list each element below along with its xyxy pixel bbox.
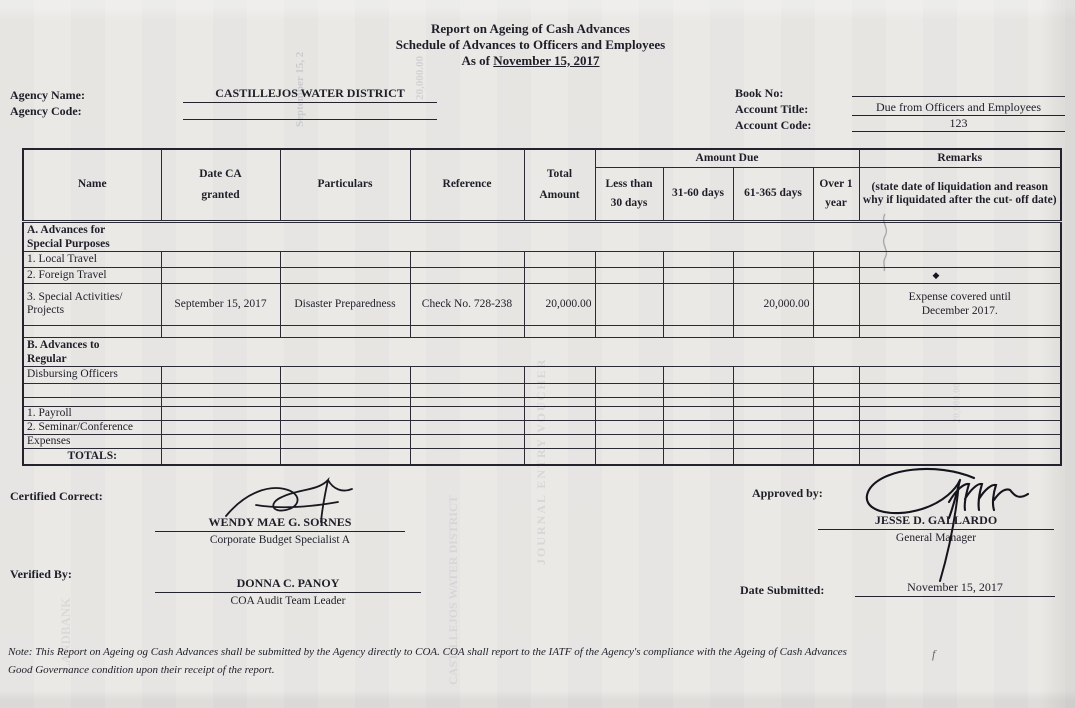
col-header-over1-line1: Over 1	[819, 177, 853, 190]
title-date: November 15, 2017	[493, 53, 600, 68]
col-header-total-line2: Amount	[539, 188, 580, 201]
report-title	[0, 21, 1061, 69]
col-header-name: Name	[23, 149, 161, 221]
section-row-b	[23, 337, 1061, 366]
col-header-date-ca	[161, 149, 280, 221]
cell-total-amount: 20,000.00	[524, 283, 595, 325]
cell-remarks-line2: December 2017.	[921, 305, 998, 317]
verified-by-label: Verified By:	[10, 567, 72, 581]
footer-note	[8, 644, 847, 679]
col-header-remarks: Remarks	[859, 149, 1061, 167]
row-label: Disbursing Officers	[23, 366, 161, 383]
agency-name-label: Agency Name:	[10, 88, 85, 102]
bleedthrough-text: 20,000.00	[414, 56, 426, 100]
approved-name: JESSE D. GALLARDO	[818, 513, 1054, 530]
col-header-31-60: 31-60 days	[663, 167, 733, 221]
account-title-value: Due from Officers and Employees	[852, 100, 1065, 116]
date-submitted-value: November 15, 2017	[855, 580, 1055, 597]
row-label: 1. Local Travel	[23, 251, 161, 267]
ageing-table	[22, 148, 1062, 466]
col-header-lt30-line1: Less than	[605, 177, 653, 190]
section-b-label	[23, 337, 1061, 366]
account-code-label: Account Code:	[735, 118, 812, 132]
col-header-over-1-year	[813, 167, 859, 221]
title-line-1: Report on Ageing of Cash Advances	[431, 21, 630, 36]
col-header-date-ca-line2: granted	[201, 188, 240, 201]
row-special-activities	[23, 283, 1061, 325]
col-header-lt30-line2: 30 days	[610, 196, 648, 209]
account-code-value: 123	[852, 116, 1065, 132]
section-b-line1: B. Advances to	[27, 338, 100, 351]
agency-code-label: Agency Code:	[10, 104, 82, 118]
row-label: Expenses	[23, 434, 161, 448]
row-seminar-conference	[23, 420, 1061, 434]
col-header-remarks-note: (state date of liquidation and reason why if liquidated after the cut- off date)	[859, 167, 1061, 221]
col-header-less-than-30	[595, 167, 663, 221]
certified-correct-label: Certified Correct:	[10, 489, 103, 503]
verified-title: COA Audit Team Leader	[230, 595, 346, 607]
row-local-travel	[23, 251, 1061, 267]
cell-reference: Check No. 728-238	[410, 283, 524, 325]
row-totals	[23, 448, 1061, 465]
date-submitted-label: Date Submitted:	[740, 583, 825, 597]
col-header-particulars: Particulars	[280, 149, 410, 221]
row-foreign-travel	[23, 267, 1061, 283]
title-line-3	[0, 53, 1061, 69]
row-payroll	[23, 406, 1061, 420]
agency-name-value: CASTILLEJOS WATER DISTRICT	[183, 86, 437, 103]
section-b-line2: Regular	[27, 352, 67, 365]
empty-row	[23, 325, 1061, 337]
row-label: 1. Payroll	[23, 406, 161, 420]
totals-label: TOTALS:	[23, 448, 161, 465]
footer-note-line2: Good Governance condition upon their receipt of the report.	[8, 663, 275, 676]
col-header-over1-line2: year	[825, 196, 847, 209]
book-no-label: Book No:	[735, 86, 784, 100]
agency-code-value	[183, 103, 437, 120]
row-label: 2. Foreign Travel	[23, 267, 161, 283]
footer-note-line1: Note: This Report on Ageing og Cash Advances shall be submitted by the Agency directly to COA. COA shall report to the IATF of the Agency's compliance with the Ageing of Cash Advances	[8, 646, 847, 658]
empty-row	[23, 383, 1061, 397]
section-a-label	[23, 221, 1061, 251]
approved-by-label: Approved by:	[752, 486, 823, 500]
col-header-61-365: 61-365 days	[733, 167, 813, 221]
title-as-of: As of	[461, 53, 494, 68]
col-header-date-ca-line1: Date CA	[199, 167, 242, 180]
section-row-a	[23, 221, 1061, 251]
row-label	[23, 283, 161, 325]
empty-row	[23, 397, 1061, 406]
cell-due-61-365: 20,000.00	[733, 283, 813, 325]
row-label-line2: Projects	[27, 304, 65, 316]
pen-mark: ◆	[932, 270, 940, 280]
bleedthrough-text: CASTILLEJOS WATER DISTRICT	[446, 495, 460, 685]
row-label-line1: 3. Special Activities/	[27, 291, 123, 303]
verified-name: DONNA C. PANOY	[155, 576, 421, 593]
row-label: 2. Seminar/Conference	[23, 420, 161, 434]
certified-name: WENDY MAE G. SORNES	[155, 515, 405, 532]
cell-particulars: Disaster Preparedness	[280, 283, 410, 325]
col-header-total-line1: Total	[546, 167, 573, 180]
pen-mark: f	[932, 647, 936, 661]
approved-title: General Manager	[895, 532, 977, 544]
row-expenses	[23, 434, 1061, 448]
section-a-line1: A. Advances for	[27, 223, 106, 236]
cell-date-granted: September 15, 2017	[161, 283, 280, 325]
bleedthrough-text: 20,000.00	[952, 383, 963, 423]
certified-title: Corporate Budget Specialist A	[209, 534, 351, 546]
bleedthrough-text: September 15, 2	[294, 51, 306, 127]
book-no-value	[852, 82, 1065, 97]
row-disbursing-officers	[23, 366, 1061, 383]
section-a-line2: Special Purposes	[27, 237, 110, 250]
cell-remarks	[859, 283, 1061, 325]
title-line-2: Schedule of Advances to Officers and Employees	[395, 37, 666, 52]
bleedthrough-text: LANDBANK	[58, 597, 73, 672]
col-header-amount-due: Amount Due	[595, 149, 859, 167]
cell-remarks-line1: Expense covered until	[908, 291, 1011, 303]
col-header-reference: Reference	[410, 149, 524, 221]
account-title-label: Account Title:	[735, 102, 809, 116]
bleedthrough-text: JOURNAL ENTRY VOUCHER	[534, 357, 548, 565]
col-header-total-amount	[524, 149, 595, 221]
